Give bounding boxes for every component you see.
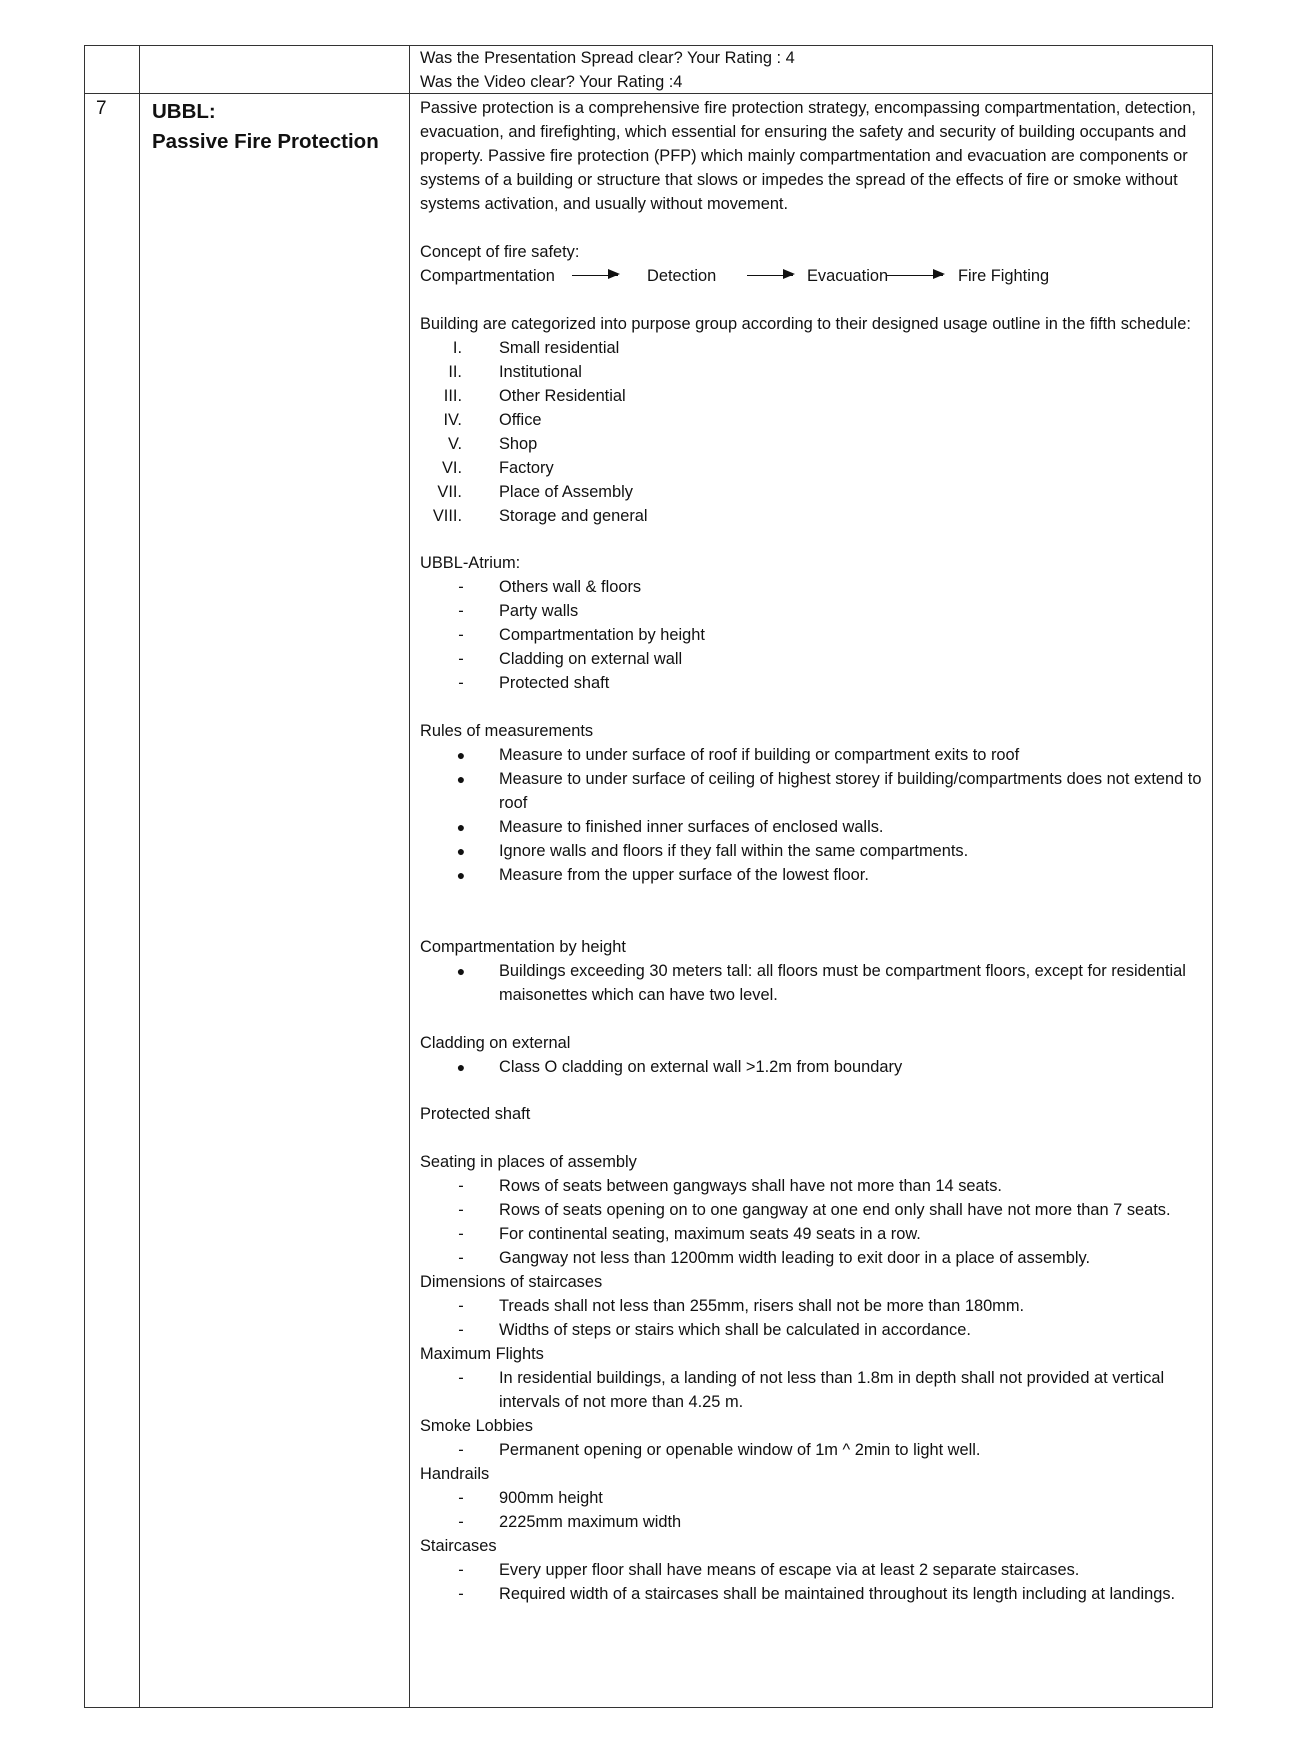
list-item: - In residential buildings, a landing of not less than 1.8m in depth shall not provided at vertical intervals of not more than 4.25 m.: [458, 1369, 1165, 1412]
purpose-groups-heading: Building are categorized into purpose group according to their designed usage outline in the fifth schedule:: [420, 314, 1191, 333]
atrium-heading: UBBL-Atrium:: [420, 554, 521, 573]
list-item: ● Measure to finished inner surfaces of enclosed walls.: [456, 818, 884, 837]
list-item: - Every upper floor shall have means of escape via at least 2 separate staircases.: [458, 1561, 1080, 1580]
concept-flow: [420, 264, 1205, 288]
list-item: VI. Factory: [441, 458, 554, 477]
seating-heading: Seating in places of assembly: [420, 1153, 637, 1172]
list-item: - 2225mm maximum width: [458, 1513, 682, 1532]
intro-paragraph: Passive protection is a comprehensive fire protection strategy, encompassing compartmentation, detection, evacuation, and firefighting, which essential for ensuring the safety and security of building occupants and property. Passive fire protection (PFP) which mainly compartmentation and evacuation are components or systems of a building or structure that slows or impedes the spread of the effects of fire or smoke without systems activation, and usually without movement.: [420, 99, 1196, 213]
list-item: - Cladding on external wall: [458, 650, 683, 669]
list-item: I. Small residential: [452, 338, 620, 357]
atrium-list: [420, 575, 1205, 695]
list-item: ● Ignore walls and floors if they fall within the same compartments.: [456, 842, 969, 861]
concept-heading: Concept of fire safety:: [420, 242, 580, 261]
list-item: - Gangway not less than 1200mm width leading to exit door in a place of assembly.: [458, 1249, 1090, 1268]
list-item: V. Shop: [448, 434, 538, 453]
protected-shaft-heading: Protected shaft: [420, 1105, 531, 1124]
list-item: - Compartmentation by height: [458, 626, 705, 645]
list-item: - Protected shaft: [458, 674, 610, 693]
list-item: II. Institutional: [448, 362, 582, 381]
flow-step-compartmentation: Compartmentation: [420, 266, 555, 285]
list-item: ● Buildings exceeding 30 meters tall: all floors must be compartment floors, except for residential maisonettes which can have two level.: [456, 961, 1186, 1004]
flow-arrow-icon: [747, 275, 793, 276]
row-number: 7: [96, 98, 107, 119]
row-title-line-2: Passive Fire Protection: [152, 130, 379, 153]
list-item: - Treads shall not less than 255mm, risers shall not be more than 180mm.: [458, 1297, 1025, 1316]
staircase-dims-heading: Dimensions of staircases: [420, 1273, 603, 1292]
max-flights-heading: Maximum Flights: [420, 1345, 544, 1364]
list-item: ● Measure to under surface of roof if building or compartment exits to roof: [456, 746, 1020, 765]
list-item: VIII. Storage and general: [432, 506, 648, 525]
row-title: [152, 97, 379, 157]
flow-step-detection: Detection: [647, 266, 717, 285]
list-item: - Permanent opening or openable window of 1m ^ 2min to light well.: [458, 1441, 981, 1460]
column-divider-number: [139, 45, 140, 1708]
list-item: - For continental seating, maximum seats 49 seats in a row.: [458, 1225, 921, 1244]
staircases-heading: Staircases: [420, 1537, 497, 1556]
list-item: ● Measure to under surface of ceiling of highest storey if building/compartments does not extend to roof: [456, 770, 1202, 813]
flow-arrow-icon: [887, 275, 943, 276]
list-item: - Party walls: [458, 602, 579, 621]
presentation-rating: Was the Presentation Spread clear? Your Rating : 4: [420, 49, 795, 67]
list-item: - 900mm height: [458, 1489, 603, 1508]
row-title-line-1: UBBL:: [152, 100, 216, 123]
content-cell: [420, 96, 1205, 1606]
cladding-heading: Cladding on external: [420, 1033, 571, 1052]
list-item: - Required width of a staircases shall be maintained throughout its length including at landings.: [458, 1585, 1176, 1604]
list-item: VII. Place of Assembly: [437, 482, 633, 501]
comp-height-heading: Compartmentation by height: [420, 937, 626, 956]
rating-cell: [420, 47, 1200, 94]
flow-step-fire-fighting: Fire Fighting: [958, 266, 1050, 285]
list-item: IV. Office: [443, 410, 542, 429]
list-item: - Rows of seats between gangways shall have not more than 14 seats.: [458, 1177, 1002, 1196]
flow-step-evacuation: Evacuation: [807, 266, 889, 285]
list-item: III. Other Residential: [443, 386, 626, 405]
list-item: - Rows of seats opening on to one gangway at one end only shall have not more than 7 seats.: [458, 1201, 1171, 1220]
purpose-groups-list: [420, 336, 1205, 528]
list-item: - Widths of steps or stairs which shall be calculated in accordance.: [458, 1321, 971, 1340]
column-divider-title: [409, 45, 410, 1708]
handrails-heading: Handrails: [420, 1465, 490, 1484]
list-item: - Others wall & floors: [458, 578, 642, 597]
list-item: ● Measure from the upper surface of the lowest floor.: [456, 866, 869, 885]
video-rating: Was the Video clear? Your Rating :4: [420, 72, 683, 91]
flow-arrow-icon: [572, 275, 618, 276]
smoke-lobbies-heading: Smoke Lobbies: [420, 1417, 533, 1436]
rules-list: [420, 743, 1205, 887]
report-table: [84, 45, 1213, 1708]
rules-heading: Rules of measurements: [420, 722, 594, 741]
list-item: ● Class O cladding on external wall >1.2m from boundary: [456, 1057, 903, 1076]
